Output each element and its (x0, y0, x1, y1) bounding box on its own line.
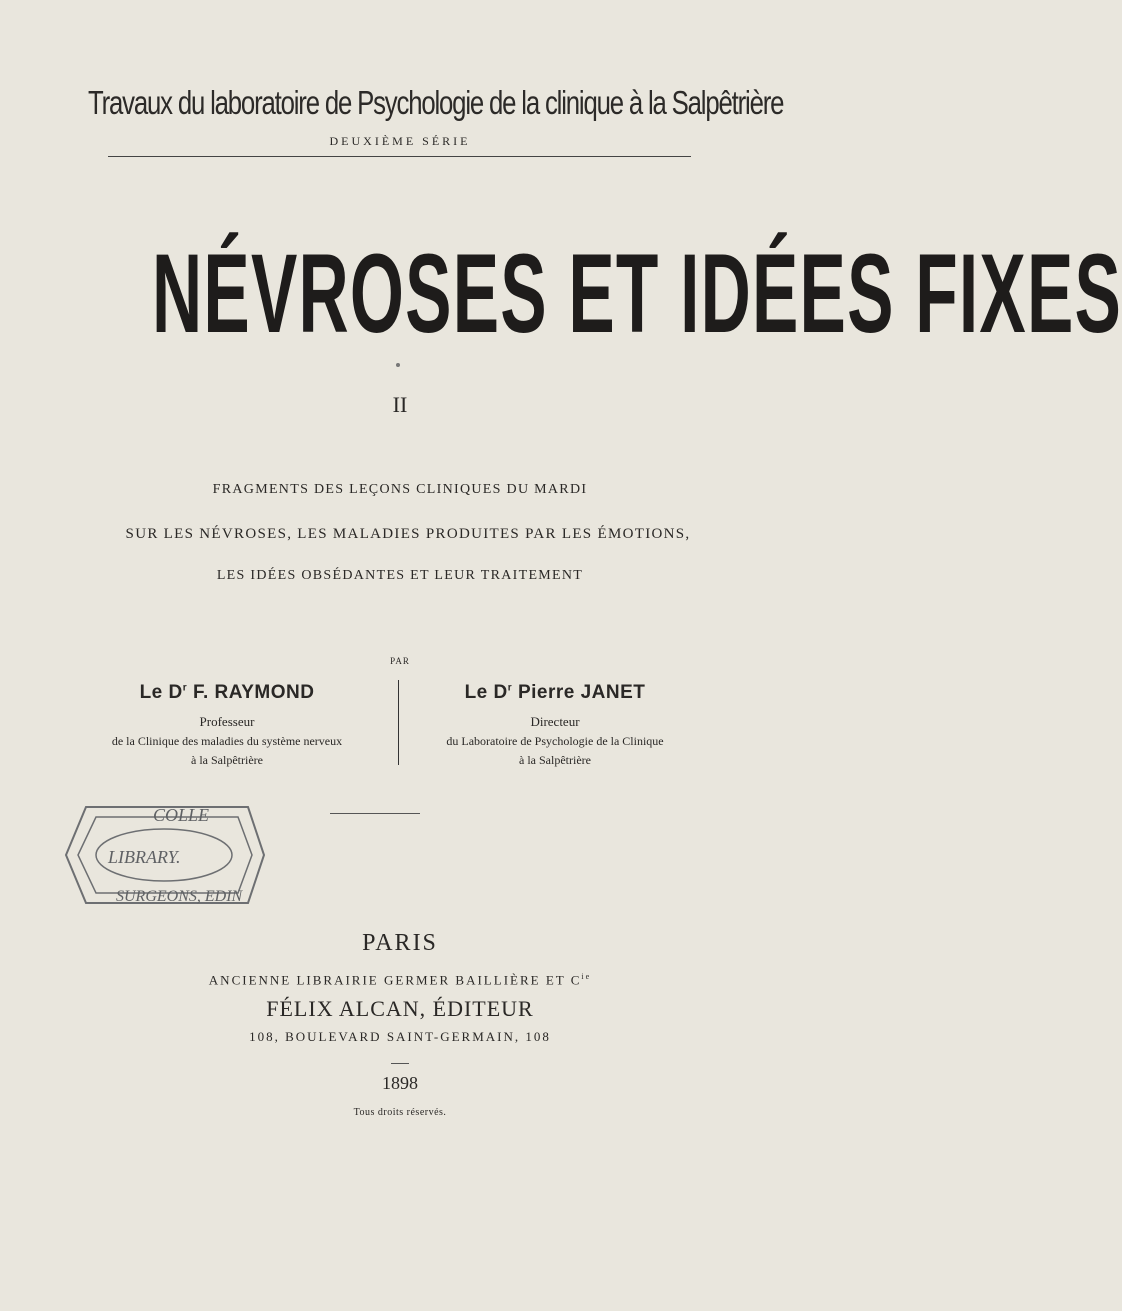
series-number: DEUXIÈME SÉRIE (329, 134, 471, 148)
series-title: Travaux du laboratoire de Psychologie de la clinique à la Salpêtrière (88, 84, 784, 121)
publisher-sup: ie (581, 972, 592, 981)
author-name (92, 682, 362, 704)
subtitle-line-2: SUR LES NÉVROSES, LES MALADIES PRODUITES PAR LES ÉMOTIONS, (125, 526, 691, 542)
author-location: à la Salpêtrière (519, 753, 591, 767)
address-line: 108, BOULEVARD SAINT-GERMAIN, 108 (249, 1029, 551, 1044)
author-name (410, 682, 700, 704)
subtitle-line-1: FRAGMENTS DES LEÇONS CLINIQUES DU MARDI (212, 482, 588, 497)
imprint-rule (330, 813, 420, 814)
rights-notice: Tous droits réservés. (353, 1107, 447, 1118)
author-name-text: Pierre JANET (517, 682, 646, 703)
author-name-text: F. RAYMOND (192, 682, 315, 703)
ornament-dot (396, 363, 400, 367)
svg-text:SURGEONS, EDIN: SURGEONS, EDIN (116, 888, 243, 905)
author-prefix-sup: r (182, 682, 188, 694)
author-role: Professeur (199, 714, 255, 729)
author-janet (410, 682, 700, 768)
author-role: Directeur (530, 714, 580, 729)
header-rule (108, 156, 691, 157)
volume-number: II (392, 392, 408, 417)
by-label: PAR (390, 656, 410, 666)
author-prefix-sup: r (507, 682, 513, 694)
author-prefix: Le D (139, 682, 183, 703)
editor-line: FÉLIX ALCAN, ÉDITEUR (266, 996, 534, 1021)
book-title: NÉVROSES ET IDÉES FIXES (152, 231, 1122, 356)
author-divider (398, 680, 399, 765)
imprint-city: PARIS (362, 930, 438, 956)
author-prefix: Le D (464, 682, 508, 703)
publisher-line (0, 972, 800, 988)
svg-text:COLLE: COLLE (153, 805, 210, 825)
publisher-text: ANCIENNE LIBRAIRIE GERMER BAILLIÈRE ET C (208, 972, 582, 988)
author-raymond (92, 682, 362, 768)
publication-year: 1898 (382, 1073, 418, 1093)
author-affiliation: du Laboratoire de Psychologie de la Clinique (446, 734, 664, 748)
subtitle-line-3: LES IDÉES OBSÉDANTES ET LEUR TRAITEMENT (216, 568, 584, 583)
library-stamp (58, 795, 268, 915)
author-location: à la Salpêtrière (191, 753, 263, 767)
author-affiliation: de la Clinique des maladies du système nerveux (111, 734, 343, 748)
svg-text:LIBRARY.: LIBRARY. (108, 847, 181, 867)
year-dash (391, 1063, 409, 1064)
